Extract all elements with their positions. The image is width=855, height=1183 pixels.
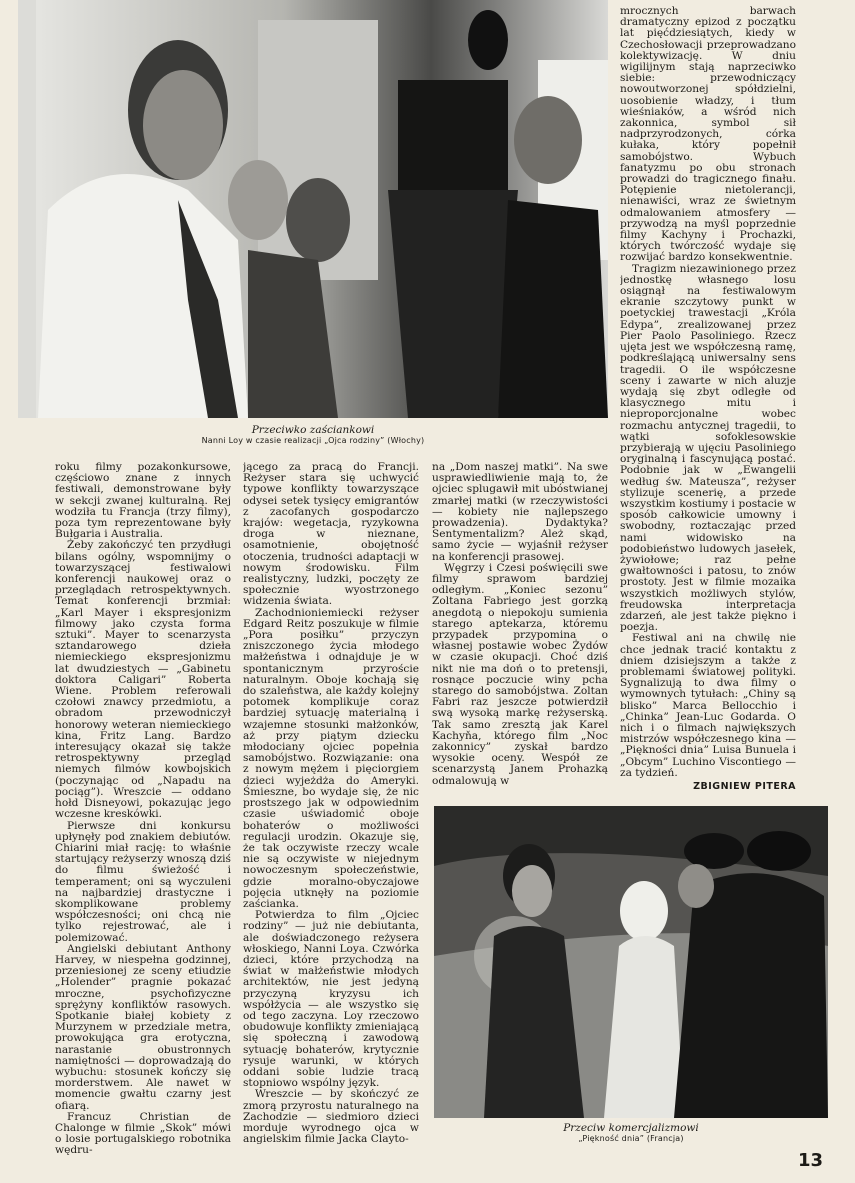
paragraph: Pierwsze dni konkursu upłynęły pod znakiem debiutów. Chiarini miał rację: to właśnie startujący reżyserzy wnoszą dziś do filmu świeżość i temperament; oni są wyczuleni na najbardziej drastyczne i skomplikowane problemy współczesności; oni chcą nie tylko rejestrować, ale i polemizować. xyxy=(55,819,231,944)
paragraph: Francuz Christian de Chalonge w filmie „Skok” mówi o losie portugalskiego robotnika wędru- xyxy=(55,1110,231,1157)
paragraph: Tragizm niezawinionego przez jednostkę własnego losu osiągnął na festiwalowym ekranie szczytowy punkt w poetyckiej trawestacji „Króla Edypa”, zrealizowanej przez Pier Paolo Pasoliniego. Rzecz ujęta jest we współczesną ramę, podkreślającą uniwersalny sens tragedii. O ile współczesne sceny i zawarte w nich aluzje wydają się zbyt odległe od klasycznego mitu i nieproporcjonalne wobec rozmachu antycznej tragedii, to wątki sofoklesowskie przybierają w ujęciu Pasoliniego oryginalną i fascynującą postać. Podobnie jak w „Ewangelii według św. Mateusza”, reżyser stylizuje scenerię, a przede wszystkim kostiumy i postacie w sposób całkowicie umowny i swobodny, roztaczając przed nami widowisko na podobieństwo ludowych jasełek, żywiołowe; raz pełne gwałtowności i patosu, to znów prostoty. Jest w filmie mozaika wszystkich możliwych stylów, freudowska interpretacja zdarzeń, ale jest także piękno i poezja. xyxy=(620,262,796,634)
paragraph: Zachodnioniemiecki reżyser Edgard Reitz poszukuje w filmie „Pora posiłku” przyczyn zniszczonego życia młodego małżeństwa i odnajduje je w spontanicznym przyroście naturalnym. Oboje kochają się do szaleństwa, ale każdy kolejny potomek komplikuje coraz bardziej sytuację materialną i wzajemne stosunki małżonków, aż przy piątym dziecku młodociany ojciec popełnia samobójstwo. Rozwiązanie: ona z nowym mężem i pięciorgiem dzieci wyjeżdża do Ameryki. Śmieszne, bo wydaje się, że nic prostszego jak w odpowiednim czasie uświadomić oboje bohaterów o możliwości regulacji urodzin. Okazuje się, że tak oczywiste rzeczy wcale nie są oczywiste w niejednym nowoczesnym społeczeństwie, gdzie moralno-obyczajowe pojęcia utknęły na poziomie zaścianka. xyxy=(243,606,419,910)
top-caption-subtitle: Nanni Loy w czasie realizacji „Ojca rodziny” (Włochy) xyxy=(201,436,425,445)
film-set-photo xyxy=(18,0,608,418)
paragraph: Angielski debiutant Anthony Harvey, w niespełna godzinnej, przeniesionej ze sceny etiudzie „Holender” pragnie pokazać mroczne, psychofizyczne sprężyny konfliktów rasowych. Spotkanie białej kobiety z Murzynem w przedziale metra, prowokująca gra erotyczna, narastanie obustronnych namiętności — doprowadzają do wybuchu: stosunek kończy się morderstwem. Ale nawet w momencie gwałtu czarny jest ofiarą. xyxy=(55,942,231,1112)
paragraph: Wreszcie — by skończyć ze zmorą przyrostu naturalnego na Zachodzie — siedmioro dzieci morduje wyrodnego ojca w angielskim filmie Jacka Clayto- xyxy=(243,1088,419,1146)
paragraph: roku filmy pozakonkursowe, częściowo znane z innych festiwali, demonstrowane były w sekcji zwanej kulturalną. Rej wodziła tu Francja (trzy filmy), poza tym reprezentowane były Bułgaria i Australia. xyxy=(55,462,231,541)
bottom-caption-subtitle: „Piękność dnia” (Francja) xyxy=(578,1134,684,1143)
article-column-2 xyxy=(243,462,419,1152)
film-set-photo-image xyxy=(18,0,608,418)
top-caption-title: Przeciwko zaściankowi xyxy=(251,424,375,436)
top-photo-caption xyxy=(18,424,608,445)
paragraph: na „Dom naszej matki”. Na swe usprawiedliwienie mają to, że ojciec splugawił mit ubóstwianej zmarłej matki (w rzeczywistości — kobiety nie najlepszego prowadzenia). Dydaktyka? Sentymentalizm? Ależ skąd, samo życie — wyjaśnił reżyser na konferencji prasowej. xyxy=(432,462,608,563)
film-still-photo xyxy=(434,806,828,1118)
bottom-caption-title: Przeciw komercjalizmowi xyxy=(563,1122,699,1134)
page-number: 13 xyxy=(797,1150,823,1171)
article-column-3 xyxy=(432,462,608,792)
paragraph: jącego za pracą do Francji. Reżyser stara się uchwycić typowe konflikty towarzyszące odysei setek tysięcy emigrantów z zacofanych gospodarczo krajów: wegetacja, ryzykowna droga w nieznane, osamotnienie, obojętność otoczenia, trudności adaptacji w nowym środowisku. Film realistyczny, ludzki, poczęty ze społecznie wyostrzonego widzenia świata. xyxy=(243,462,419,608)
film-still-photo-image xyxy=(434,806,828,1118)
article-column-4 xyxy=(620,6,796,792)
bottom-photo-caption xyxy=(434,1122,828,1143)
paragraph: Węgrzy i Czesi poświęcili swe filmy sprawom bardziej odległym. „Koniec sezonu” Zoltana Fabriego jest gorzką anegdotą o niepokoju sumienia starego aptekarza, któremu przypadek przypomina o własnej postawie wobec Żydów w czasie okupacji. Choć dziś nikt nie ma doń o to pretensji, rosnące poczucie winy pcha starego do samobójstwa. Zoltan Fabri raz jeszcze potwierdził swą wysoką markę reżyserską. Tak samo zresztą jak Karel Kachyňa, którego film „Noc zakonnicy” zyskał bardzo wysokie oceny. Wespół ze scenarzystą Janem Prohazką odmalowują w xyxy=(432,561,608,787)
paragraph: Festiwal ani na chwilę nie chce jednak tracić kontaktu z dniem dzisiejszym a także z problemami światowej polityki. Sygnalizują to dwa filmy o wymownych tytułach: „Chiny są blisko” Marca Bellocchio i „Chinka” Jean-Luc Godarda. O nich i o filmach największych mistrzów współczesnego kina — „Piękności dnia” Luisa Bunuela i „Obcym” Luchino Viscontiego — za tydzień. xyxy=(620,632,796,779)
paragraph: mrocznych barwach dramatyczny epizod z początku lat pięćdziesiątych, kiedy w Czechosłowacji przeprowadzano kolektywizację. W dniu wigilijnym stają naprzeciwko siebie: przewodniczący nowoutworzonej spółdzielni, uosobienie władzy, i tłum wieśniaków, a wśród nich zakonnica, symbol sił nadprzyrodzonych, córka kułaka, który popełnił samobójstwo. Wybuch fanatyzmu po obu stronach prowadzi do tragicznego finału. Potępienie nietolerancji, nienawiści, wraz ze świetnym odmalowaniem atmosfery — przywodzą na myśl poprzednie filmy Kachyny i Prochazki, których twórczość wydaje się rozwijać bardzo konsekwentnie. xyxy=(620,6,796,264)
article-column-1 xyxy=(55,462,231,1162)
paragraph: Potwierdza to film „Ojciec rodziny” — już nie debiutanta, ale doświadczonego reżysera włoskiego, Nanni Loya. Czwórka dzieci, które przychodzą na świat w małżeństwie młodych architektów, nie jest jedyną przyczyną kryzysu ich współżycia — ale wszystko się od tego zaczyna. Loy rzeczowo obudowuje konflikty zmieniającą się społeczną i zawodową sytuację bohaterów, krytycznie rysuje warunki, w których oddani sobie ludzie tracą stopniowo wspólny język. xyxy=(243,909,419,1090)
author-signature: ZBIGNIEW PITERA xyxy=(693,781,796,792)
paragraph: Żeby zakończyć ten przydługi bilans ogólny, wspomnijmy o towarzyszącej festiwalowi konferencji naukowej oraz o przeglądach retrospektywnych. Temat konferencji brzmiał: „Karl Mayer i ekspresjonizm filmowy jako czysta forma sztuki”. Mayer to scenarzysta sztandarowego dzieła niemieckiego ekspresjonizmu lat dwudziestych — „Gabinetu doktora Caligari” Roberta Wiene. Problem referowali czołowi znawcy przedmiotu, a obradom przewodniczył honorowy weteran niemieckiego kina, Fritz Lang. Bardzo interesujący okazał się także retrospektywny przegląd niemych filmów kowbojskich (poczynając od „Napadu na pociąg”). Wreszcie — oddano hołd Disneyowi, pokazując jego wczesne kreskówki. xyxy=(55,539,231,821)
